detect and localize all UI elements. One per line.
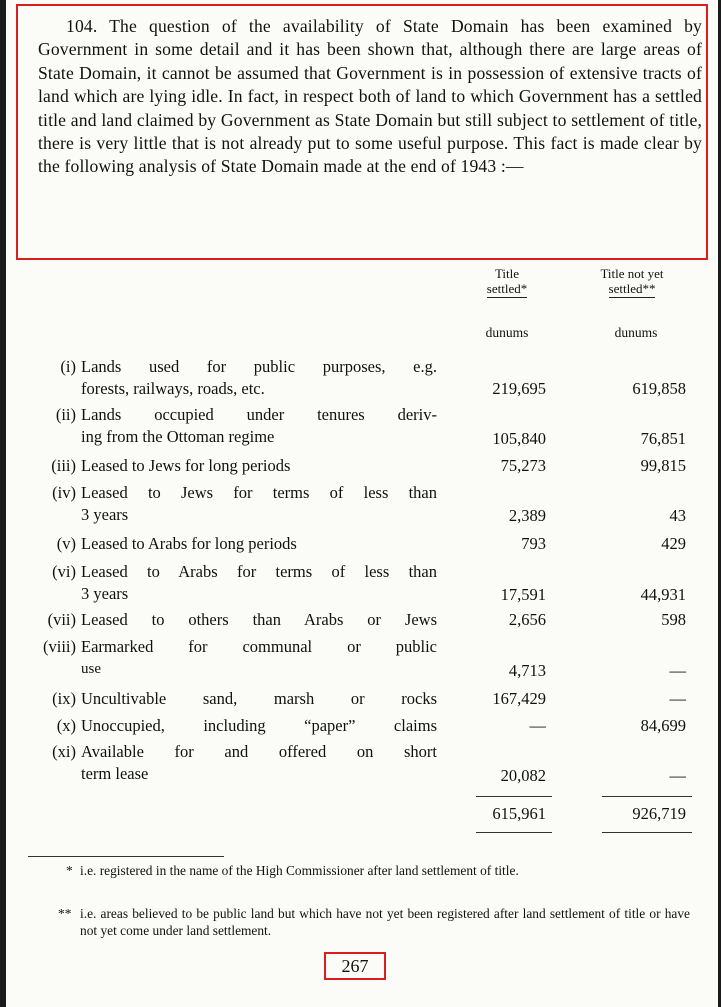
value-title-settled: 219,695 [492,379,546,398]
value-title-settled: 20,082 [500,766,546,785]
total-title-settled: 615,961 [492,804,546,823]
row-description-line1: Uncultivable sand, marsh or rocks [81,689,437,708]
row-description-line1: Leased to Jews for terms of less than [81,483,437,502]
row-description [81,482,437,526]
value-title-settled: 167,429 [492,689,546,708]
column-header-title-not-settled [582,266,682,298]
row-number: (ii) [55,405,76,424]
row-description-line2: 3 years [81,584,129,603]
row-description [81,609,437,631]
value-title-not-settled: 99,815 [640,456,686,475]
column-header-title-settled-line2: settled* [486,281,528,296]
row-description-line1: Unoccupied, including “paper” claims [81,716,437,735]
row-number: (vi) [52,562,76,581]
row-description [81,715,437,737]
row-description-line2: use [81,661,101,677]
row-description [81,561,437,605]
value-title-settled: 2,389 [508,506,546,525]
row-description-line1: Leased to others than Arabs or Jews [81,610,437,629]
value-title-settled: 2,656 [508,610,546,629]
value-title-settled: 105,840 [492,429,546,448]
row-description-line1: Leased to Jews for long periods [81,456,291,475]
row-description-line2: forests, railways, roads, etc. [81,379,265,398]
footnote-1 [66,862,690,898]
unit-label-2: dunums [614,325,658,340]
unit-label-1: dunums [485,325,529,340]
highlighted-paragraph-box [16,4,708,260]
row-number: (iii) [51,456,76,475]
row-description [81,636,437,680]
row-description-line1: Leased to Arabs for terms of less than [81,562,437,581]
row-number: (vii) [47,610,76,629]
row-description [81,455,437,477]
footnote-rule [28,856,224,857]
row-description-line1: Lands used for public purposes, e.g. [81,357,437,376]
row-description [81,688,437,710]
value-title-settled: — [529,716,546,735]
column-header-title-settled-line1: Title [494,266,520,281]
value-title-settled: 17,591 [500,585,546,604]
row-description-line1: Lands occupied under tenures deriv- [81,405,437,424]
paragraph-104: 104. The question of the availability of State Domain has been examined by Government in some detail and it has been shown that, although there are large areas of State Domain, it cannot be assumed that Government is in possession of extensive tracts of land which are lying idle. In fact, in respect both of land to which Government has a settled title and land claimed by Government as State Domain but still subject to settlement of title, there is very little that is not already put to some useful purpose. This fact is made clear by the following analysis of State Domain made at the end of 1943 :— [38,16,702,177]
total-rule-top-2 [602,796,692,797]
value-title-settled: 793 [521,534,546,553]
row-description-line1: Available for and offered on short [81,742,437,761]
value-title-not-settled: — [669,766,686,785]
row-number: (iv) [52,483,76,502]
footnote-mark: * [66,863,73,878]
row-number: (i) [60,357,76,376]
value-title-not-settled: 619,858 [632,379,686,398]
value-title-not-settled: — [669,689,686,708]
row-number: (ix) [52,689,76,708]
row-description-line2: ing from the Ottoman regime [81,427,275,446]
row-number: (xi) [52,742,76,761]
value-title-not-settled: 598 [661,610,686,629]
row-description-line1: Leased to Arabs for long periods [81,534,297,553]
total-rule-top-1 [476,796,552,797]
row-number: (x) [56,716,76,735]
row-number: (v) [56,534,76,553]
value-title-not-settled: 76,851 [640,429,686,448]
total-rule-bottom-2 [602,832,692,833]
column-header-title-not-settled-line1: Title not yet [600,266,664,281]
value-title-not-settled: 84,699 [640,716,686,735]
footnote-text: i.e. areas believed to be public land but which have not yet been registered after land settlement of title or have not yet come under land settlement. [80,906,690,938]
row-description [81,533,437,555]
row-description-line1: Earmarked for communal or public [81,637,437,656]
row-description-line2: term lease [81,764,149,783]
row-number: (viii) [43,637,76,656]
value-title-not-settled: — [669,661,686,680]
total-title-not-settled: 926,719 [632,804,686,823]
footnote-2 [58,905,690,941]
row-description [81,356,437,400]
page-number: 267 [324,952,386,980]
value-title-settled: 75,273 [500,456,546,475]
value-title-not-settled: 43 [669,506,686,525]
row-description [81,404,437,448]
document-page [6,0,718,1007]
footnote-mark: ** [58,906,72,921]
row-description-line2: 3 years [81,505,129,524]
row-description [81,741,437,785]
value-title-not-settled: 44,931 [640,585,686,604]
total-rule-bottom-1 [476,832,552,833]
value-title-settled: 4,713 [508,661,546,680]
column-header-title-not-settled-line2: settled** [608,281,656,296]
footnote-text: i.e. registered in the name of the High Commissioner after land settlement of title. [80,863,519,878]
column-header-title-settled [472,266,542,298]
value-title-not-settled: 429 [661,534,686,553]
